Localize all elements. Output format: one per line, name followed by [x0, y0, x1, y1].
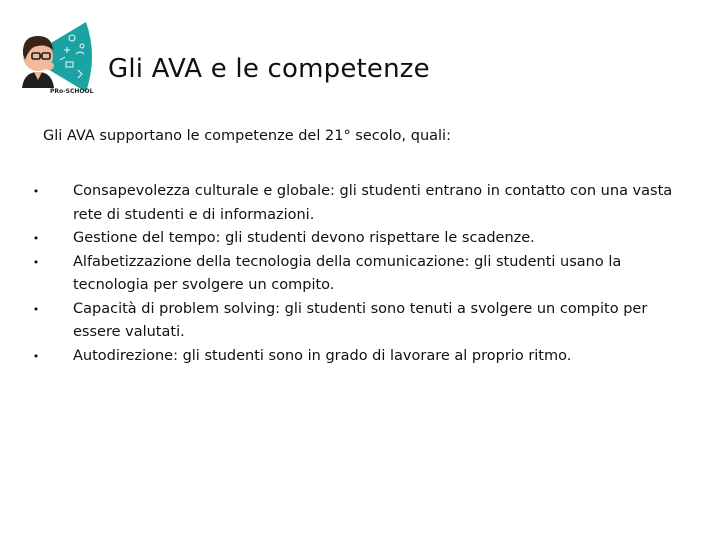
list-item [31, 180, 681, 227]
bullet-marker: • [32, 232, 40, 245]
list-item-text: Consapevolezza culturale e globale: gli studenti entrano in contatto con una vasta rete di studenti e di informazioni. [73, 183, 673, 223]
list-item-text: Autodirezione: gli studenti sono in grado di lavorare al proprio ritmo. [73, 347, 572, 364]
bullet-marker: • [32, 255, 40, 269]
bullet-list [31, 180, 681, 368]
list-item-text: Alfabetizzazione della tecnologia della comunicazione: gli studenti usano la tecnologia per svolgere un compito. [73, 253, 622, 293]
logo-graphic [16, 16, 98, 98]
intro-text: Gli AVA supportano le competenze del 21° secolo, quali: [43, 128, 451, 144]
bullet-marker: • [32, 302, 40, 316]
slide-title: Gli AVA e le competenze [108, 54, 430, 84]
list-item [31, 227, 681, 251]
bullet-marker: • [32, 185, 40, 198]
list-item [31, 298, 681, 345]
list-item [31, 251, 681, 298]
list-item-text: Capacità di problem solving: gli studenti sono tenuti a svolgere un compito per essere valutati. [73, 300, 648, 340]
logo-wordmark: PRo-SCHOOL [50, 88, 94, 95]
bullet-marker: • [32, 349, 40, 363]
list-item [31, 345, 681, 369]
list-item-text: Gestione del tempo: gli studenti devono rispettare le scadenze. [73, 230, 535, 246]
student-megaphone-logo-icon [16, 16, 98, 98]
